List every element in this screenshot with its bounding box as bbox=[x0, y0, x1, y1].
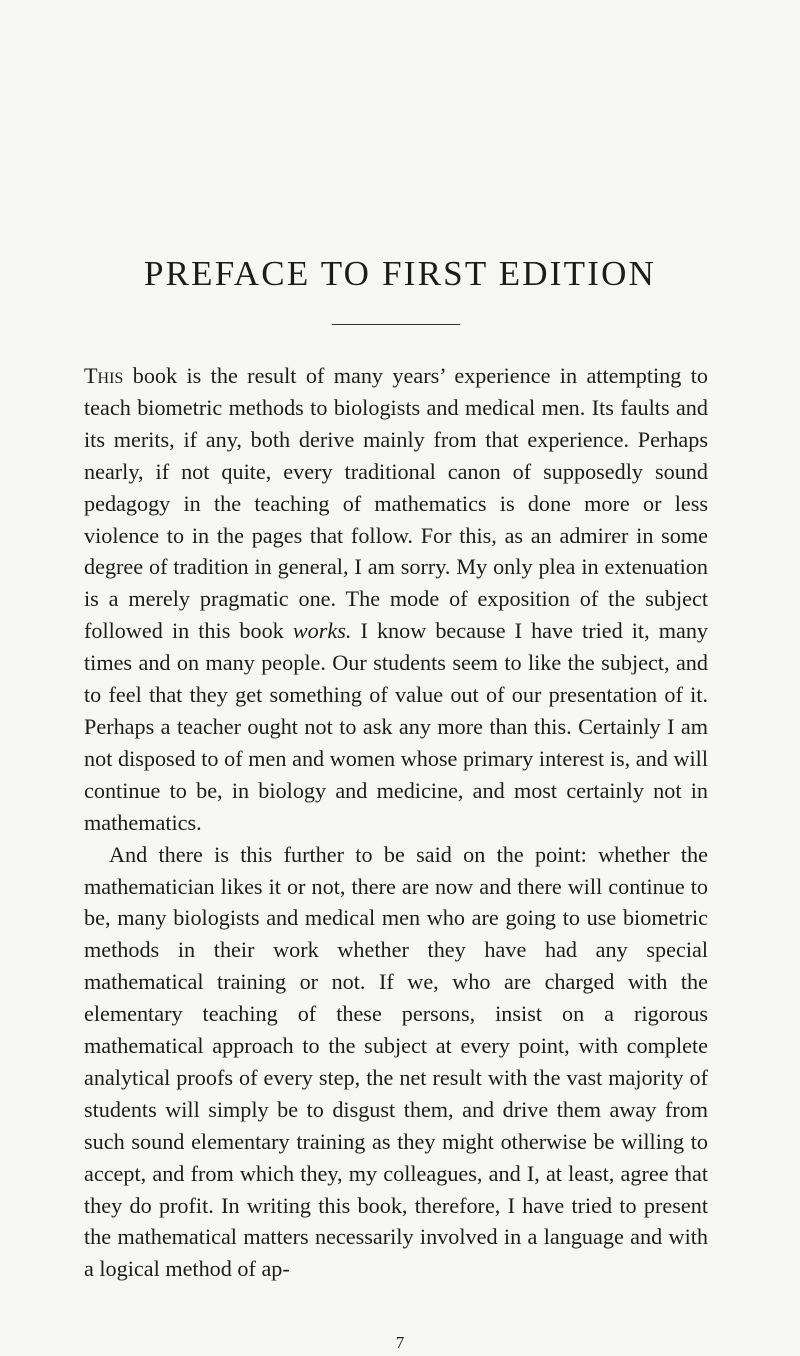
page-title: PREFACE TO FIRST EDITION bbox=[143, 254, 657, 293]
paragraph-1-lead-word: This bbox=[84, 363, 124, 388]
page-number: 7 bbox=[395, 1333, 405, 1352]
paragraph-1-italic-word: works. bbox=[292, 618, 352, 644]
paragraph-1 bbox=[84, 360, 708, 839]
title-divider bbox=[332, 324, 460, 325]
paragraph-2: And there is this further to be said on the point: whether the mathematician likes it or not, there are now and there will continue to be, many biologists and medical men who are going to use biometric methods in their work whether they have had any special mathematical training or not. If we, who are charged with the elementary teaching of these persons, insist on a rigorous mathematical approach to the subject at every point, with complete analytical proofs of every step, the net result with the vast majority of students will simply be to disgust them, and drive them away from such sound elementary training as they might otherwise be willing to accept, and from which they, my colleagues, and I, at least, agree that they do profit. In writing this book, therefore, I have tried to present the mathematical matters necessarily involved in a language and with a logical method of ap- bbox=[84, 841, 708, 1282]
paragraph-1-text: book is the result of many years’ experience in attempting to teach biometric methods to biologists and medical men. Its faults and its merits, if any, both derive mainly from that experience. Perhaps nearly, if not quite, every traditional canon of supposedly sound pedagogy in the teaching of mathematics is done more or less violence to in the pages that follow. For this, as an admirer in some degree of tradition in general, I am sorry. My only plea in extenuation is a merely pragmatic one. The mode of exposition of the subject followed in this book bbox=[84, 363, 708, 644]
preface-body bbox=[84, 360, 708, 1285]
paragraph-1-text-end: I know because I have tried it, many times and on many people. Our students seem to like the subject, and to feel that they get something of value out of our presentation of it. Perhaps a teacher ought not to ask any more than this. Certainly I am not disposed to of men and women whose primary interest is, and will continue to be, in biology and medicine, and most certainly not in mathematics. bbox=[84, 618, 709, 835]
